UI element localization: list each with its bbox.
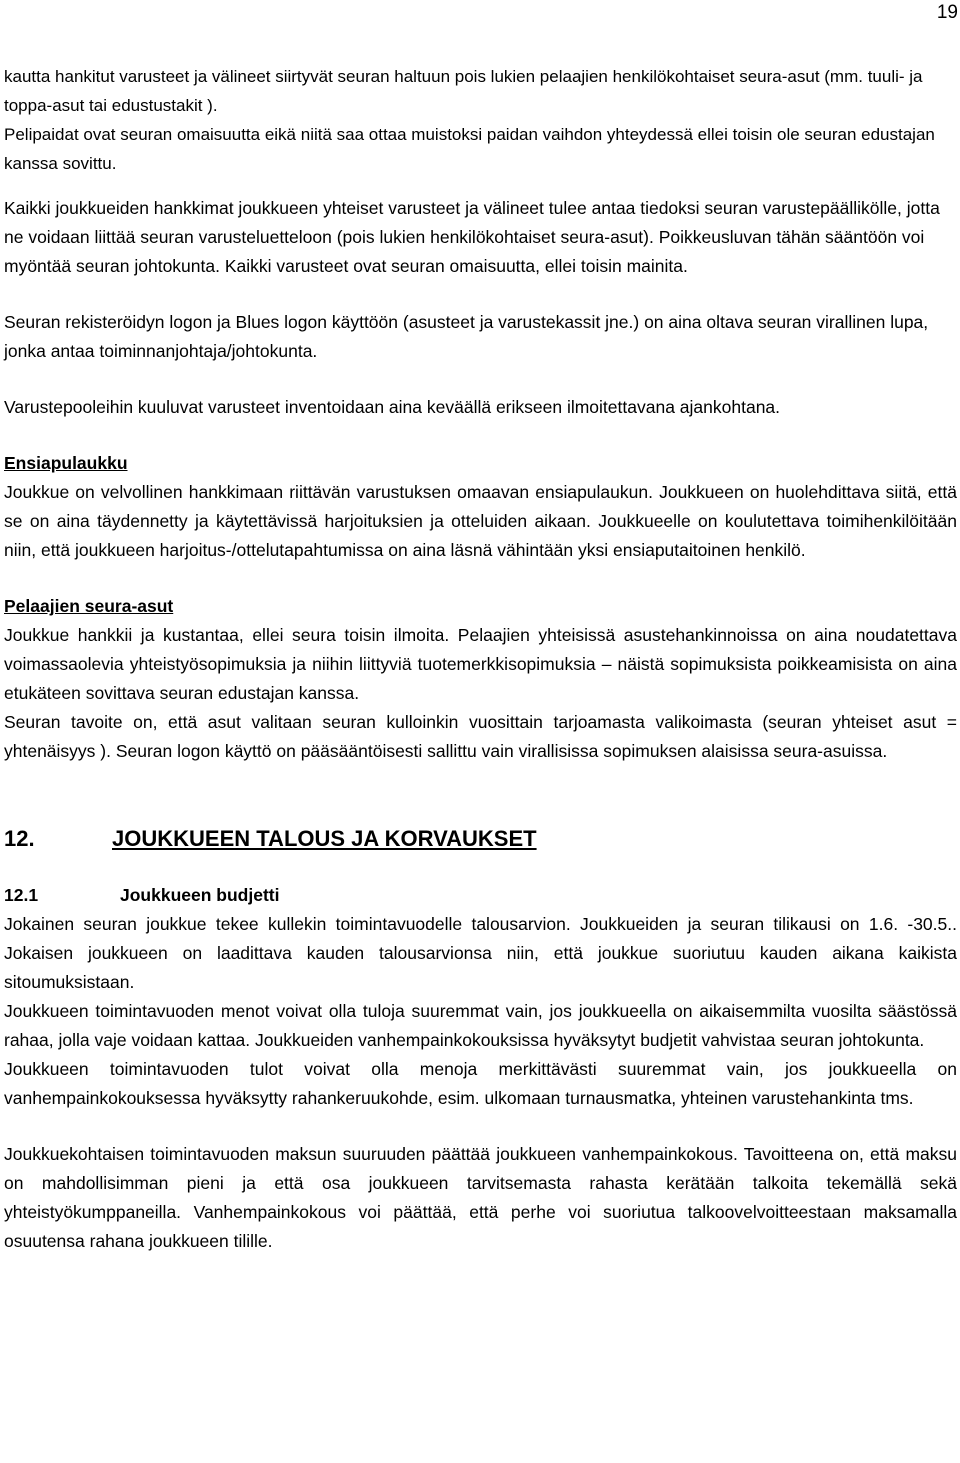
section-12-1-heading — [4, 881, 957, 910]
section-12-1-title: Joukkueen budjetti — [120, 885, 280, 905]
budget-paragraph-2: Joukkueen toimintavuoden menot voivat olla tuloja suuremmat vain, jos joukkueella on aikaisemmilta vuosilta säästössä rahaa, jolla vaje voidaan kattaa. Joukkueiden vanhempainkokouksissa hyväksytyt budjetit vahvistaa seuran johtokunta. — [4, 1001, 957, 1050]
first-aid-heading: Ensiapulaukku — [4, 453, 128, 473]
player-kits-paragraph-2: Seuran tavoite on, että asut valitaan seuran kulloinkin vuosittain tarjoamasta valikoimasta (seuran yhteiset asut = yhtenäisyys ). Seuran logon käyttö on pääsääntöisesti sallittu vain virallisissa sopimuksen alaisissa seura-asuissa. — [4, 712, 957, 761]
budget-paragraph-4: Joukkuekohtaisen toimintavuoden maksun suuruuden päättää joukkueen vanhempainkokous. Tavoitteena on, että maksu on mahdollisimman pieni ja että osa joukkueen tarvitsemasta rahasta kerätään talkoita tekemällä sekä yhteistyökumppaneilla. Vanhempainkokous voi päättää, että perhe voi suoriutua talkoovelvoitteestaan maksamalla osuutensa rahana joukkueen tilille. — [4, 1144, 957, 1251]
budget-paragraph-3: Joukkueen toimintavuoden tulot voivat olla menoja merkittävästi suuremmat vain, jos joukkueella on vanhempainkokouksessa hyväksytty rahankeruukohde, esim. ulkomaan turnausmatka, yhteinen varustehankinta tms. — [4, 1059, 957, 1108]
page-number: 19 — [936, 2, 958, 23]
section-12-1-number: 12.1 — [4, 885, 39, 905]
budget-paragraph-1: Jokainen seuran joukkue tekee kullekin toimintavuodelle talousarvion. Joukkueiden ja seuran tilikausi on 1.6. -30.5.. Jokaisen joukkueen on laadittava kauden talousarvionsa niin, että joukkue suoriutuu kauden aikana kaikista sitoumuksistaan. — [4, 914, 957, 992]
equipment-pool-paragraph: Varustepooleihin kuuluvat varusteet inventoidaan aina keväällä erikseen ilmoitettavana ajankohtana. — [4, 397, 781, 417]
section-12-heading — [4, 824, 957, 854]
document-body — [4, 62, 957, 1256]
section-12-title: JOUKKUEEN TALOUS JA KORVAUKSET — [112, 826, 537, 851]
equipment-paragraph: Kaikki joukkueiden hankkimat joukkueen yhteiset varusteet ja välineet tulee antaa tiedoksi seuran varustepäällikölle, jotta ne voidaan liittää seuran varusteluetteloon (pois lukien henkilökohtaiset seura-asut). Poikkeusluvan tähän sääntöön voi myöntää seuran johtokunta. Kaikki varusteet ovat seuran omaisuutta, ellei toisin mainita. — [4, 198, 940, 276]
first-aid-paragraph: Joukkue on velvollinen hankkimaan riittävän varustuksen omaavan ensiapulaukun. Joukkueen on huolehdittava siitä, että se on aina täydennetty ja käytettävissä harjoituksien ja otteluiden aikaan. Joukkueelle on koulutettava toimihenkilöitään niin, että joukkueen harjoitus-/ottelutapahtumissa on aina läsnä vähintään yksi ensiaputaitoinen henkilö. — [4, 482, 957, 560]
section-12-number: 12. — [4, 826, 35, 851]
intro-paragraph-2: Pelipaidat ovat seuran omaisuutta eikä niitä saa ottaa muistoksi paidan vaihdon yhteydessä ellei toisin ole seuran edustajan kanssa sovittu. — [4, 125, 935, 173]
logo-paragraph: Seuran rekisteröidyn logon ja Blues logon käyttöön (asusteet ja varustekassit jne.) on aina oltava seuran virallinen lupa, jonka antaa toiminnanjohtaja/johtokunta. — [4, 312, 929, 361]
player-kits-paragraph-1: Joukkue hankkii ja kustantaa, ellei seura toisin ilmoita. Pelaajien yhteisissä asustehankinnoissa on aina noudatettava voimassaolevia yhteistyösopimuksia ja niihin liittyviä tuotemerkkisopimuksia – näistä sopimuksista poikkeamisista on aina etukäteen sovittava seuran edustajan kanssa. — [4, 625, 957, 703]
intro-paragraph-1: kautta hankitut varusteet ja välineet siirtyvät seuran haltuun pois lukien pelaajien henkilökohtaiset seura-asut (mm. tuuli- ja toppa-asut tai edustustakit ). — [4, 67, 923, 115]
player-kits-heading: Pelaajien seura-asut — [4, 596, 174, 616]
